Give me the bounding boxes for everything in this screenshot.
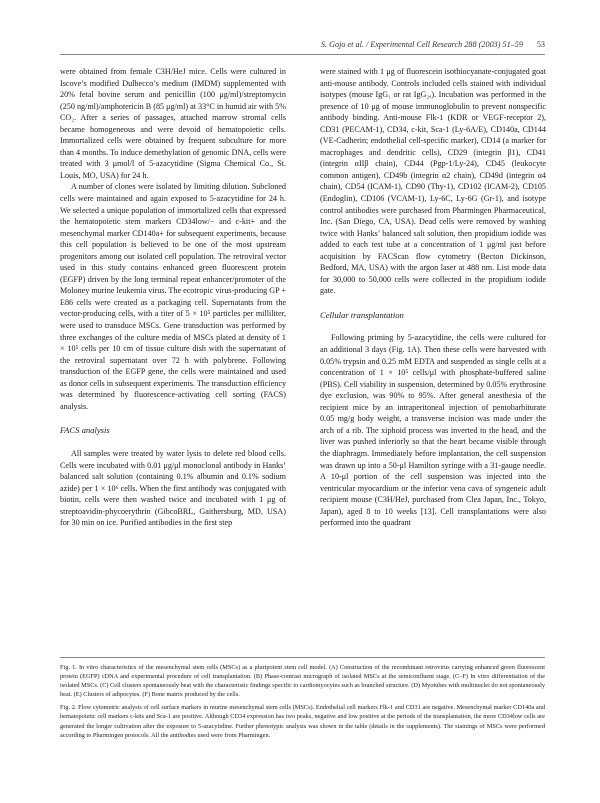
paragraph: were obtained from female C3H/HeJ mice. Cells were cultured in Iscove’s modified Dulbecco’s medium (IMDM) supplemented with 20% fetal bovine serum and penicillin (100 μg/ml)/streptomycin (250 ng/ml)/amphotericin B (85 μg/ml) at 33°C in humid air with 5% CO₂. After a series of passages, attached marrow stromal cells became homogeneous and were devoid of hematopoietic cells. Immortalized cells were obtained by frequent subculture for more than 4 months. To induce demethylation of genomic DNA, cells were treated with 3 μmol/l of 5-azacytidine (Sigma Chemical Co., St. Louis, MO, USA) for 24 h. — [60, 67, 286, 180]
figure-1-caption: Fig. 1. In vitro characteristics of the mesenchymal stem cells (MSCs) as a pluripotent stem cell model. (A) Construction of the recombinant retrovirus carrying enhanced green fluorescent protein (EGFP) cDNA and experimental procedure of cell transplantation. (B) Phase-contrast micrograph of isolated MSCs at the semiconfluent stage. (C–F) In vitro differentiation of the isolated MSCs. (C) Cell clusters spontaneously beat with the characteristic findings specific to cardiomyocytes such as branched structure. (D) Myotubes with multinuclei do not spontaneously beat. (E) Clusters of adipocytes. (F) Bone matrix produced by the cells. — [60, 664, 545, 699]
paragraph: A number of clones were isolated by limiting dilution. Subcloned cells were maintained and again exposed to 5-azacytidine for 24 h. We selected a unique population of immortalized cells that expressed the hematopoietic stem markers CD34low/− and c-kit+ and the mesenchymal marker CD140a+ for subsequent experiments, because this cell population is believed to be one of the most upstream progenitors among our isolated cell population. The retroviral vector used in this study contains enhanced green fluorescent protein (EGFP) driven by the long terminal repeat enhancer/promoter of the Moloney murine leukemia virus. The ecotropic virus-producing GP + E86 cells were created as a packaging cell. Supernatants from the vector-producing cells, with a titer of 5 × 10⁵ particles per milliliter, were used to transduce MSCs. Gene transduction was performed by three exchanges of the culture media of MSCs plated at density of 1 × 10⁵ cells per 10 cm of tissue culture dish with the supernatant of the retroviral supernatant over 72 h with polybrene. Following transduction of the EGFP gene, the cells were maintained and used as donor cells in subsequent experiments. The transduction efficiency was determined by fluorescence-activating cell sorting (FACS) analysis. — [60, 182, 287, 411]
page-number: 53 — [536, 40, 545, 49]
section-title: FACS analysis — [60, 425, 110, 436]
paragraph: were stained with 1 μg of fluorescein isothiocyanate-conjugated goat anti-mouse antibody. Controls included cells stained with individual isotypes (mouse IgG₁ or rat IgG₂ₐ). Incubation was performed in the presence of 10 μg of mouse immunoglobulin to prevent nonspecific antibody binding. Anti-mouse Flk-1 (KDR or VEGF-receptor 2), CD31 (PECAM-1), CD34, c-kit, Sca-1 (Ly-6A/E), CD140a, CD144 (VE-Cadherin; endothelial cell-specific marker), CD14 (a marker for macrophages and dendritic cells), CD29 (integrin β1), CD41 (integrin αIIβ chain), CD44 (Pgp-1/Ly-24), CD45 (leukocyte common antigen), CD49b (integrin α2 chain), CD49d (integrin α4 chain), CD54 (ICAM-1), CD90 (Thy-1), CD102 (ICAM-2), CD105 (Endoglin), CD106 (VCAM-1), Ly-6C, Ly-6G (Gr-1), and isotype control antibodies were purchased from Pharmingen Pharmaceutical, Inc. (San Diego, CA, USA). Dead cells were removed by washing twice with Hanks’ balanced salt solution, then propidium iodide was added to each test tube at a concentration of 1 μg/ml just before acquisition by FACScan flow cytometry (Becton Dickinson, Bedford, MA, USA) with the argon laser at 488 nm. List mode data for 30,000 to 50,000 cells were collected in the propidium iodide gate. — [320, 67, 546, 296]
figure-captions — [60, 657, 545, 744]
paragraph: Following priming by 5-azacytidine, the cells were cultured for an additional 3 days (Fig. 1A). Then these cells were harvested with 0.05% trypsin and 0.25 mM EDTA and suspended as single cells at a concentration of 1 × 10⁵ cells/μl with phosphate-buffered saline (PBS). Cell viability in suspension, determined by 0.05% erythrosine dye exclusion, was 90% to 95%. After general anesthesia of the recipient mice by an intraperitoneal injection of pentobarbiturate 0.05 mg/g body weight, a transverse incision was made under the arch of a rib. The xiphoid process was inverted to the head, and the liver was pushed inferiorly so that the heart became visible through the diaphragm. Immediately before implantation, the cell suspension was drawn up into a 50-μl Hamilton syringe with a 31-gauge needle. A 10-μl portion of the cell suspension was injected into the ventricular myocardium or the inferior vena cava of syngeneic adult recipient mouse (C3H/HeJ, purchased from Clea Japan, Inc., Tokyo, Japan), aged 8 to 10 weeks [13]. Cell transplantations were also performed into the quadrant — [320, 333, 546, 528]
figure-2-caption: Fig. 2. Flow cytometric analysis of cell surface markers in murine mesenchymal stem cells (MSCs). Endothelial cell markers Flk-1 and CD31 are negative. Mesenchymal marker CD140a and hematopoietic cell markers c-kits and Sca-1 are positive. Although CD34 expression has two peaks, negative and low positive at the periods of the transplantation, the more CD34low cells are generated the longer cultivation after the exposure to 5-azacytidine. Further phenotypic analysis was shown in the table (details in the supplements). The stainings of MSCs were performed according to Pharmingen protocols. All the antibodies used were from Pharmingen. — [60, 704, 545, 739]
left-column — [60, 66, 286, 529]
section-title: Cellular transplantation — [320, 309, 404, 320]
paragraph: All samples were treated by water lysis to delete red blood cells. Cells were incubated with 0.01 μg/μl monoclonal antibody in Hanks’ balanced salt solution (containing 0.1% albumin and 0.1% sodium azide) per 1 × 10⁶ cells. When the first antibody was conjugated with biotin, cells were then washed twice and incubated with 1 μg of streptoavidin-phycoerythrin (GibcoBRL, Gaithersburg, MD, USA) for 30 min on ice. Purified antibodies in the first step — [60, 448, 286, 528]
running-head: S. Gojo et al. / Experimental Cell Research 288 (2003) 51–59 — [320, 40, 523, 49]
running-header — [60, 40, 545, 55]
right-column — [320, 66, 546, 529]
